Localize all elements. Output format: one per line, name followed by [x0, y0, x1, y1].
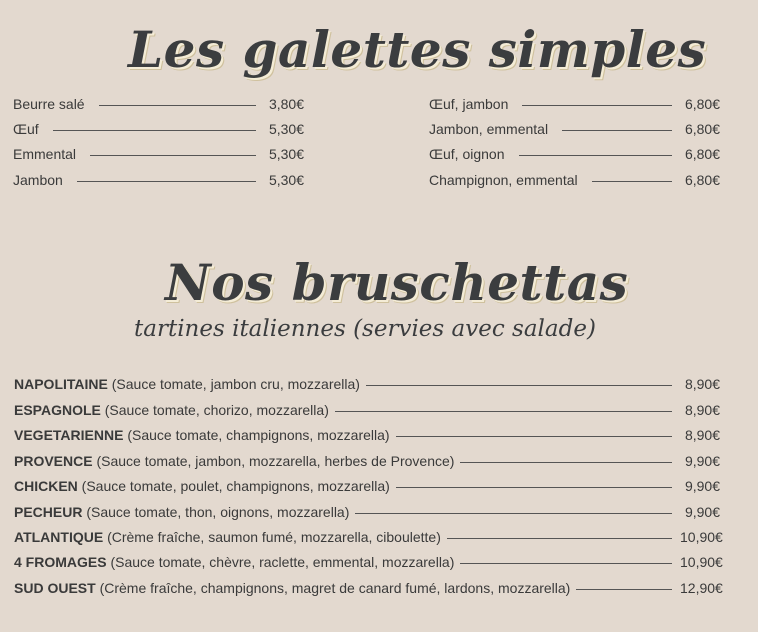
menu-item: [13, 146, 304, 166]
item-name: SUD OUEST: [14, 580, 96, 596]
item-price: 8,90€: [684, 402, 720, 418]
leader-line: [519, 155, 673, 156]
leader-line: [396, 436, 672, 437]
item-name: Jambon, emmental: [429, 121, 549, 137]
menu-item: [14, 554, 723, 574]
item-name: PECHEUR: [14, 504, 83, 520]
item-name: Champignon, emmental: [429, 172, 578, 188]
menu-item: [14, 402, 720, 422]
item-price: 6,80€: [684, 96, 720, 112]
item-price: 6,80€: [684, 146, 720, 162]
item-name: Beurre salé: [13, 96, 85, 112]
item-price: 9,90€: [684, 453, 720, 469]
item-name: CHICKEN: [14, 478, 78, 494]
item-name: Œuf: [13, 121, 39, 137]
menu-item: [429, 146, 720, 166]
item-name: PROVENCE: [14, 453, 93, 469]
item-description: (Sauce tomate, jambon, mozzarella, herbes de Provence): [92, 453, 455, 469]
menu-item: [13, 121, 304, 141]
leader-line: [90, 155, 256, 156]
item-description: (Sauce tomate, chèvre, raclette, emmental, mozzarella): [106, 554, 455, 570]
leader-line: [99, 105, 256, 106]
leader-line: [562, 130, 672, 131]
leader-line: [53, 130, 256, 131]
galettes-title: Les galettes simples: [128, 20, 707, 79]
leader-line: [522, 105, 672, 106]
item-price: 6,80€: [684, 121, 720, 137]
item-price: 6,80€: [684, 172, 720, 188]
item-name: Œuf, oignon: [429, 146, 505, 162]
leader-line: [366, 385, 672, 386]
item-name: Emmental: [13, 146, 77, 162]
item-description: (Sauce tomate, poulet, champignons, mozzarella): [77, 478, 390, 494]
menu-item: [14, 504, 720, 524]
leader-line: [460, 462, 672, 463]
item-description: (Sauce tomate, jambon cru, mozzarella): [107, 376, 360, 392]
menu-item: [14, 453, 720, 473]
leader-line: [355, 513, 672, 514]
item-price: 8,90€: [684, 427, 720, 443]
item-price: 5,30€: [268, 121, 304, 137]
menu-item: [13, 96, 304, 116]
leader-line: [335, 411, 672, 412]
item-description: (Sauce tomate, thon, oignons, mozzarella): [82, 504, 350, 520]
item-description: (Sauce tomate, chorizo, mozzarella): [100, 402, 329, 418]
item-description: (Crème fraîche, saumon fumé, mozzarella, ciboulette): [103, 529, 441, 545]
leader-line: [396, 487, 672, 488]
menu-item: [13, 172, 304, 192]
leader-line: [460, 563, 672, 564]
item-price: 10,90€: [680, 529, 723, 545]
item-price: 10,90€: [680, 554, 723, 570]
item-description: (Crème fraîche, champignons, magret de canard fumé, lardons, mozzarella): [95, 580, 571, 596]
leader-line: [592, 181, 672, 182]
item-price: 8,90€: [684, 376, 720, 392]
item-price: 5,30€: [268, 172, 304, 188]
leader-line: [447, 538, 672, 539]
bruschettas-title: Nos bruschettas: [165, 253, 629, 312]
item-name: VEGETARIENNE: [14, 427, 124, 443]
menu-item: [14, 376, 720, 396]
item-name: NAPOLITAINE: [14, 376, 108, 392]
leader-line: [77, 181, 256, 182]
item-name: ATLANTIQUE: [14, 529, 104, 545]
item-price: 9,90€: [684, 478, 720, 494]
item-name: 4 FROMAGES: [14, 554, 107, 570]
item-price: 3,80€: [268, 96, 304, 112]
leader-line: [576, 589, 672, 590]
menu-item: [14, 478, 720, 498]
item-description: (Sauce tomate, champignons, mozzarella): [123, 427, 390, 443]
item-price: 12,90€: [680, 580, 723, 596]
bruschettas-subtitle: tartines italiennes (servies avec salade): [134, 316, 596, 342]
item-name: ESPAGNOLE: [14, 402, 101, 418]
menu-item: [14, 580, 723, 600]
menu-item: [429, 172, 720, 192]
menu-item: [14, 529, 723, 549]
menu-item: [14, 427, 720, 447]
menu-item: [429, 96, 720, 116]
item-price: 5,30€: [268, 146, 304, 162]
item-price: 9,90€: [684, 504, 720, 520]
item-name: Jambon: [13, 172, 63, 188]
item-name: Œuf, jambon: [429, 96, 509, 112]
menu-item: [429, 121, 720, 141]
